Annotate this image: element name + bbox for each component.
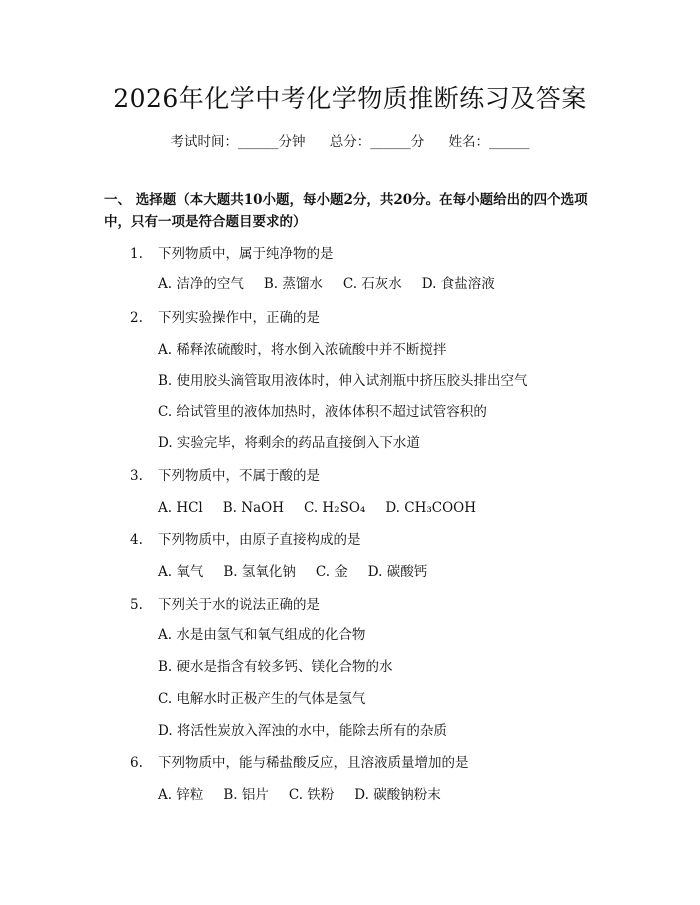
page-title: 2026年化学中考化学物质推断练习及答案 xyxy=(113,84,587,113)
question-3 xyxy=(130,466,320,486)
option-d: D. 实验完毕，将剩余的药品直接倒入下水道 xyxy=(158,435,420,451)
question-number: 5. xyxy=(130,597,143,613)
option-a: A. 氧气 xyxy=(158,564,204,580)
question-3-options xyxy=(158,498,496,518)
total-score: 总分：______分 xyxy=(329,134,425,150)
option-b: B. 使用胶头滴管取用液体时，伸入试剂瓶中挤压胶头排出空气 xyxy=(158,373,528,389)
option-d: D. 将活性炭放入浑浊的水中，能除去所有的杂质 xyxy=(158,723,447,739)
option-c: C. 金 xyxy=(315,564,348,580)
question-number: 3. xyxy=(130,468,143,484)
question-5 xyxy=(130,595,320,615)
student-name: 姓名：______ xyxy=(448,134,530,150)
question-text: 下列物质中，由原子直接构成的是 xyxy=(158,532,361,548)
question-number: 2. xyxy=(130,310,143,326)
exam-meta xyxy=(0,132,700,152)
option-a: A. 稀释浓硫酸时，将水倒入浓硫酸中并不断搅拌 xyxy=(158,342,447,358)
question-6 xyxy=(130,753,469,773)
section-heading: 一、 选择题（本大题共10小题，每小题2分，共20分。在每小题给出的四个选项中，只有一项是符合题目要求的） xyxy=(104,192,588,230)
question-text: 下列物质中，能与稀盐酸反应，且溶液质量增加的是 xyxy=(158,755,469,771)
question-1 xyxy=(130,244,334,264)
question-4-options xyxy=(158,562,447,582)
option-a: A. HCl xyxy=(158,500,203,516)
question-6-options xyxy=(158,785,461,805)
question-text: 下列实验操作中，正确的是 xyxy=(158,310,320,326)
question-1-options xyxy=(158,274,515,294)
option-b: B. 蒸馏水 xyxy=(263,276,323,292)
question-number: 6. xyxy=(130,755,143,771)
option-d: D. 碳酸钙 xyxy=(367,564,428,580)
exam-time: 考试时间：______分钟 xyxy=(170,134,306,150)
option-d: D. CH₃COOH xyxy=(385,500,477,516)
option-c: C. 给试管里的液体加热时，液体体积不超过试管容积的 xyxy=(158,404,487,420)
question-text: 下列关于水的说法正确的是 xyxy=(158,597,320,613)
option-c: C. H₂SO₄ xyxy=(303,500,366,516)
option-a: A. 水是由氢气和氧气组成的化合物 xyxy=(158,627,366,643)
question-number: 1. xyxy=(130,246,143,262)
question-number: 4. xyxy=(130,532,143,548)
option-b: B. 氢氧化钠 xyxy=(223,564,296,580)
option-b: B. 铝片 xyxy=(223,787,269,803)
option-a: A. 洁净的空气 xyxy=(158,276,244,292)
option-c: C. 铁粉 xyxy=(288,787,335,803)
option-b: B. 硬水是指含有较多钙、镁化合物的水 xyxy=(158,659,393,675)
question-text: 下列物质中，不属于酸的是 xyxy=(158,468,320,484)
option-d: D. 碳酸钠粉末 xyxy=(354,787,441,803)
option-b: B. NaOH xyxy=(222,500,284,516)
question-2 xyxy=(130,308,320,328)
question-text: 下列物质中，属于纯净物的是 xyxy=(158,246,334,262)
option-d: D. 食盐溶液 xyxy=(421,276,495,292)
option-c: C. 电解水时正极产生的气体是氢气 xyxy=(158,691,366,707)
option-a: A. 锌粒 xyxy=(158,787,204,803)
question-4 xyxy=(130,530,361,550)
option-c: C. 石灰水 xyxy=(342,276,402,292)
